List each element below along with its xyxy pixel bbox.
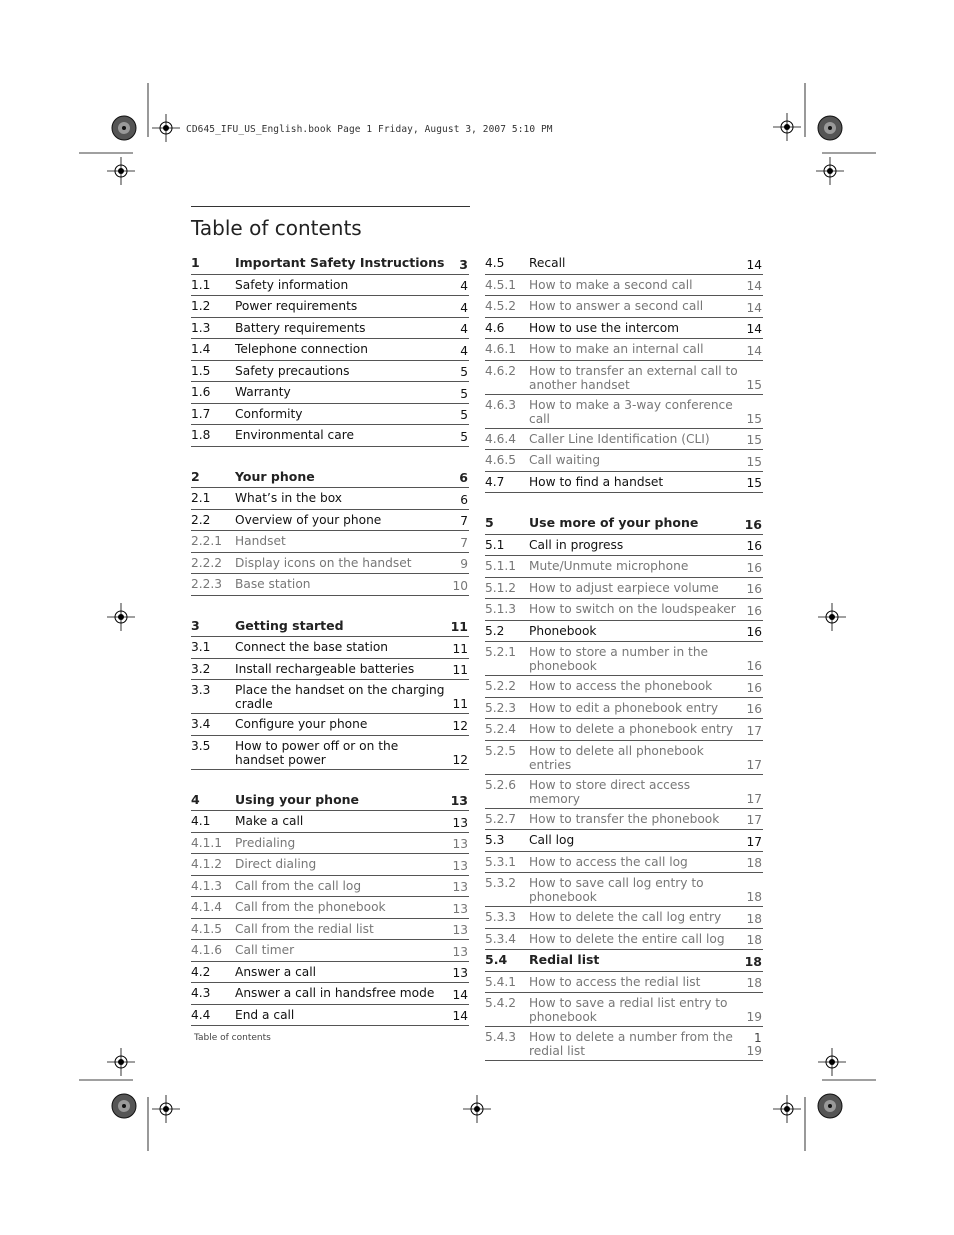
toc-entry-number: 4.1.4 [191, 900, 223, 914]
toc-entry [191, 404, 469, 426]
toc-entry-number: 2.1 [191, 491, 211, 505]
toc-entry-title: Configure your phone [235, 717, 368, 731]
toc-entry-title: Warranty [235, 385, 291, 399]
toc-entry-title: Conformity [235, 406, 303, 421]
toc-entry-number: 4.1.2 [191, 857, 223, 871]
toc-entry [191, 833, 469, 855]
toc-entry-number: 3.1 [191, 640, 211, 654]
toc-entry-number: 5.2.3 [485, 700, 517, 715]
toc-entry-page: 18 [744, 953, 762, 969]
toc-entry-title: What’s in the box [235, 491, 343, 505]
toc-entry-number: 4.5.2 [485, 299, 517, 313]
toc-entry-page: 12 [452, 752, 468, 767]
toc-entry-number: 5 [485, 515, 494, 530]
toc-entry [191, 382, 469, 404]
toc-entry [485, 830, 763, 852]
toc-entry-title: How to edit a phonebook entry [529, 700, 719, 715]
toc-entry [485, 741, 763, 775]
toc-entry [485, 873, 763, 907]
toc-entry [191, 425, 469, 447]
toc-entry-page: 16 [746, 625, 762, 639]
toc-entry-number: 4.5 [485, 256, 505, 270]
toc-entry-page: 14 [746, 322, 762, 336]
toc-entry [485, 929, 763, 951]
toc-entry-page: 16 [746, 582, 762, 596]
toc-entry-page: 4 [460, 343, 468, 358]
section-gap [485, 493, 763, 513]
toc-entry [191, 253, 469, 275]
toc-entry-page: 4 [460, 322, 468, 336]
toc-entry [191, 637, 469, 659]
toc-entry-number: 4.6.3 [485, 397, 517, 412]
toc-entry-number: 4.1.1 [191, 835, 223, 850]
toc-entry [485, 275, 763, 297]
toc-entry-title: How to delete all phonebook entries [529, 743, 704, 772]
toc-entry-title: Predialing [235, 835, 296, 850]
toc-entry [191, 574, 469, 596]
toc-entry-page: 18 [746, 890, 762, 904]
toc-entry-page: 17 [746, 834, 762, 849]
toc-entry [191, 531, 469, 553]
toc-column-left [191, 253, 469, 1026]
toc-entry [485, 296, 763, 318]
toc-entry-title: How to access the phonebook [529, 679, 713, 693]
toc-entry-number: 4.5.1 [485, 277, 517, 292]
toc-entry-title: How to find a handset [529, 474, 664, 489]
toc-entry-page: 14 [452, 1009, 468, 1023]
toc-entry-number: 5.3.4 [485, 931, 517, 946]
toc-entry [191, 361, 469, 383]
toc-entry-title: Call timer [235, 943, 295, 957]
toc-entry [191, 488, 469, 510]
toc-entry-page: 16 [746, 560, 762, 575]
toc-column-right [485, 253, 763, 1061]
toc-entry-page: 6 [460, 492, 468, 507]
toc-entry [485, 698, 763, 720]
toc-entry-title: Use more of your phone [529, 515, 699, 530]
toc-entry [485, 318, 763, 340]
toc-entry-number: 3.2 [191, 661, 211, 676]
toc-entry-number: 4.6.2 [485, 363, 517, 378]
toc-entry [485, 972, 763, 994]
toc-entry-number: 1.7 [191, 406, 211, 421]
toc-entry-page: 13 [452, 966, 468, 980]
toc-entry-number: 3.3 [191, 683, 211, 697]
toc-entry [485, 809, 763, 831]
toc-entry-title: Safety precautions [235, 363, 350, 378]
toc-entry [485, 556, 763, 578]
toc-entry [485, 907, 763, 929]
toc-entry-number: 2.2.3 [191, 577, 223, 591]
toc-entry-title: Your phone [235, 468, 315, 484]
toc-entry-title: Overview of your phone [235, 512, 382, 527]
toc-entry-title: Connect the base station [235, 640, 389, 654]
toc-entry-number: 4.1.6 [191, 943, 223, 957]
toc-entry-page: 5 [460, 429, 468, 444]
toc-entry [191, 318, 469, 340]
toc-entry-page: 13 [452, 815, 468, 830]
toc-entry-title: Answer a call [235, 964, 317, 979]
toc-entry-page: 6 [459, 470, 468, 485]
toc-entry [191, 854, 469, 876]
toc-entry [191, 296, 469, 318]
toc-entry-number: 4.4 [191, 1007, 211, 1022]
toc-entry [485, 450, 763, 472]
toc-entry-title: Install rechargeable batteries [235, 661, 415, 676]
toc-entry [191, 339, 469, 361]
toc-entry-number: 1.4 [191, 342, 211, 356]
toc-entry-page: 16 [746, 680, 762, 695]
toc-entry [191, 962, 469, 984]
toc-entry [485, 513, 763, 535]
toc-entry [191, 714, 469, 736]
toc-entry-page: 13 [452, 858, 468, 873]
toc-entry-title: Call log [529, 833, 575, 847]
toc-entry-page: 16 [746, 539, 762, 553]
toc-entry-number: 5.2.4 [485, 722, 517, 736]
toc-entry-page: 11 [452, 641, 468, 656]
toc-entry [485, 621, 763, 643]
toc-entry-number: 5.3.1 [485, 854, 517, 869]
toc-entry-number: 5.2 [485, 623, 505, 638]
toc-entry-page: 19 [746, 1044, 762, 1058]
toc-entry-number: 4.1.3 [191, 878, 223, 893]
toc-entry [191, 811, 469, 833]
toc-entry-title: Battery requirements [235, 320, 366, 335]
toc-entry-title: Mute/Unmute microphone [529, 559, 689, 573]
toc-entry-page: 13 [452, 837, 468, 851]
toc-entry-number: 4.6.5 [485, 453, 517, 467]
toc-entry-title: How to delete the call log entry [529, 910, 722, 924]
toc-entry-page: 15 [746, 411, 762, 426]
toc-entry-title: How to save call log entry to phonebook [529, 876, 704, 904]
toc-entry-title: Power requirements [235, 299, 358, 313]
toc-entry-number: 1.6 [191, 385, 211, 399]
toc-entry-title: How to save a redial list entry to phonebook [529, 996, 728, 1024]
toc-entry-title: Call from the phonebook [235, 900, 386, 914]
toc-entry [191, 919, 469, 941]
toc-entry-number: 4.6.1 [485, 342, 517, 356]
toc-entry-number: 5.2.2 [485, 679, 517, 693]
toc-entry-page: 19 [746, 1010, 762, 1024]
toc-entry-number: 3.4 [191, 717, 211, 731]
toc-entry-page: 17 [746, 723, 762, 738]
toc-entry [191, 659, 469, 681]
toc-entry-page: 15 [746, 377, 762, 392]
toc-entry-title: Getting started [235, 617, 344, 633]
toc-entry [485, 676, 763, 698]
toc-entry-page: 12 [452, 718, 468, 733]
toc-entry-number: 5.3.2 [485, 876, 517, 890]
toc-entry-number: 4.6.4 [485, 431, 517, 446]
toc-entry [485, 642, 763, 676]
toc-entry-page: 18 [746, 911, 762, 926]
toc-entry [191, 553, 469, 575]
toc-entry-page: 13 [452, 944, 468, 959]
section-gap [191, 770, 469, 790]
toc-entry-title: Display icons on the handset [235, 555, 412, 570]
toc-entry-number: 5.3.3 [485, 910, 517, 924]
toc-entry-number: 5.2.7 [485, 811, 517, 826]
toc-entry-title: Place the handset on the charging cradle [235, 683, 445, 711]
toc-entry-title: Recall [529, 256, 566, 270]
toc-entry-page: 13 [450, 793, 468, 808]
toc-entry-title: How to make a second call [529, 277, 693, 292]
toc-entry [485, 361, 763, 395]
toc-entry-number: 5.4.1 [485, 974, 517, 989]
toc-entry-number: 5.2.6 [485, 777, 517, 792]
toc-entry-page: 14 [746, 343, 762, 358]
toc-entry-page: 15 [746, 433, 762, 447]
toc-entry-title: Caller Line Identification (CLI) [529, 431, 710, 446]
toc-entry-number: 5.4.2 [485, 996, 517, 1010]
toc-entry-title: Phonebook [529, 623, 597, 638]
toc-entry-number: 1.1 [191, 277, 211, 292]
toc-entry-page: 13 [452, 901, 468, 916]
toc-entry-number: 2.2.1 [191, 534, 223, 548]
toc-entry-page: 14 [746, 279, 762, 293]
toc-entry-page: 11 [452, 697, 468, 711]
toc-entry [485, 472, 763, 494]
toc-entry-page: 17 [746, 757, 762, 772]
toc-entry-page: 16 [746, 659, 762, 673]
toc-entry-title: Redial list [529, 952, 600, 967]
toc-entry-page: 5 [460, 408, 468, 422]
toc-entry-number: 5.4 [485, 952, 508, 967]
toc-entry-title: Call in progress [529, 537, 624, 552]
toc-entry [485, 852, 763, 874]
toc-entry-title: Direct dialing [235, 857, 317, 871]
toc-entry-title: Important Safety Instructions [235, 255, 445, 270]
toc-entry-page: 13 [452, 880, 468, 894]
toc-entry-page: 11 [452, 663, 468, 677]
toc-entry [485, 395, 763, 429]
toc-entry [191, 940, 469, 962]
toc-entry-number: 5.1.1 [485, 559, 517, 573]
toc-entry-page: 16 [746, 603, 762, 618]
toc-entry-page: 16 [744, 516, 762, 532]
toc-entry-number: 2.2 [191, 512, 211, 527]
toc-entry [191, 510, 469, 532]
toc-entry-number: 5.1.2 [485, 580, 517, 595]
toc-entry [191, 616, 469, 638]
toc-entry-page: 7 [460, 535, 468, 550]
toc-entry-number: 1.3 [191, 320, 211, 335]
toc-entry-page: 13 [452, 923, 468, 937]
toc-entry-title: How to delete a phonebook entry [529, 722, 734, 736]
toc-entry-page: 16 [746, 702, 762, 716]
toc-entry-title: End a call [235, 1007, 295, 1022]
toc-entry-title: How to store a number in the phonebook [529, 645, 709, 673]
toc-entry [191, 983, 469, 1005]
print-slug-line: CD645_IFU_US_English.book Page 1 Friday, August 3, 2007 5:10 PM [186, 124, 553, 135]
toc-entry-number: 1 [191, 255, 200, 270]
toc-entry-page: 11 [450, 619, 468, 634]
toc-entry-title: How to transfer the phonebook [529, 811, 720, 826]
toc-entry-number: 1.2 [191, 299, 211, 313]
toc-entry-page: 14 [746, 300, 762, 315]
toc-entry-number: 2 [191, 468, 200, 484]
toc-entry-page: 5 [460, 386, 468, 401]
toc-entry [191, 736, 469, 770]
toc-entry-page: 14 [452, 987, 468, 1002]
toc-entry-title: Handset [235, 534, 286, 548]
toc-entry-title: Call from the call log [235, 878, 362, 893]
toc-entry-page: 18 [746, 856, 762, 870]
toc-entry-page: 5 [460, 365, 468, 379]
toc-entry [485, 339, 763, 361]
toc-entry-number: 4.3 [191, 986, 211, 1000]
toc-entry-title: How to access the redial list [529, 974, 701, 989]
page-title: Table of contents [191, 216, 362, 240]
toc-entry [485, 950, 763, 972]
toc-entry-title: Call waiting [529, 453, 601, 467]
toc-entry-page: 17 [746, 813, 762, 827]
toc-entry [485, 775, 763, 809]
toc-entry-number: 5.3 [485, 833, 505, 847]
toc-entry-page: 4 [460, 300, 468, 315]
toc-entry-title: Safety information [235, 277, 349, 292]
toc-entry-title: Base station [235, 577, 311, 591]
toc-entry-number: 4 [191, 791, 200, 807]
section-gap [191, 447, 469, 467]
toc-entry-number: 4.1.5 [191, 921, 223, 936]
toc-entry-title: Using your phone [235, 791, 360, 807]
toc-entry-number: 3 [191, 617, 200, 633]
toc-entry-title: Call from the redial list [235, 921, 374, 936]
toc-entry [191, 467, 469, 489]
toc-entry-title: How to switch on the loudspeaker [529, 602, 736, 616]
toc-entry-page: 18 [746, 933, 762, 947]
toc-entry [191, 275, 469, 297]
toc-entry-title: Telephone connection [235, 342, 368, 356]
toc-entry-number: 5.2.5 [485, 743, 517, 758]
toc-entry-title: How to transfer an external call to another handset [529, 363, 738, 392]
toc-entry [191, 680, 469, 714]
toc-entry-number: 4.1 [191, 814, 211, 828]
footer-page-number: 1 [754, 1031, 762, 1045]
toc-entry [485, 429, 763, 451]
toc-entry-title: Environmental care [235, 428, 354, 442]
toc-entry-number: 5.1 [485, 537, 505, 552]
toc-entry [485, 535, 763, 557]
toc-entry-title: How to use the intercom [529, 320, 680, 335]
toc-entry-page: 3 [459, 256, 468, 272]
toc-entry [485, 1027, 763, 1061]
toc-entry-title: Make a call [235, 814, 304, 828]
toc-entry-title: How to power off or on the handset power [235, 738, 399, 767]
toc-entry-title: How to access the call log [529, 854, 688, 869]
toc-entry-title: How to delete a number from the redial list [529, 1030, 733, 1058]
toc-entry-title: How to adjust earpiece volume [529, 580, 719, 595]
toc-entry-page: 14 [746, 257, 762, 272]
toc-entry-number: 5.2.1 [485, 645, 517, 659]
footer-section-label: Table of contents [194, 1033, 271, 1043]
toc-entry-title: Answer a call in handsfree mode [235, 986, 435, 1000]
toc-entry [485, 578, 763, 600]
toc-entry-number: 1.8 [191, 428, 211, 442]
toc-entry-title: How to store direct access memory [529, 777, 691, 806]
toc-entry-number: 1.5 [191, 363, 211, 378]
toc-entry-page: 9 [460, 557, 468, 571]
toc-entry-number: 5.4.3 [485, 1030, 517, 1044]
toc-entry [485, 993, 763, 1027]
toc-entry-page: 17 [746, 791, 762, 806]
toc-entry-number: 4.7 [485, 474, 505, 489]
toc-entry-number: 2.2.2 [191, 555, 223, 570]
toc-entry-number: 4.6 [485, 320, 505, 335]
toc-entry [191, 790, 469, 812]
toc-entry-title: How to make an internal call [529, 342, 704, 356]
toc-entry [485, 253, 763, 275]
toc-entry-page: 7 [460, 514, 468, 528]
section-gap [191, 596, 469, 616]
toc-entry-page: 18 [746, 976, 762, 990]
toc-entry-title: How to answer a second call [529, 299, 704, 313]
toc-entry-title: How to make a 3-way conference call [529, 397, 733, 426]
toc-entry-number: 5.1.3 [485, 602, 517, 616]
toc-entry [485, 719, 763, 741]
toc-entry-number: 3.5 [191, 738, 211, 753]
toc-entry [191, 876, 469, 898]
toc-entry-number: 4.2 [191, 964, 211, 979]
toc-entry-page: 15 [746, 476, 762, 490]
toc-entry-title: How to delete the entire call log [529, 931, 725, 946]
toc-entry-page: 4 [460, 279, 468, 293]
title-rule [191, 206, 470, 207]
toc-entry [191, 1005, 469, 1027]
toc-entry [485, 599, 763, 621]
toc-entry [191, 897, 469, 919]
toc-entry-page: 10 [452, 578, 468, 593]
toc-entry-page: 15 [746, 454, 762, 469]
